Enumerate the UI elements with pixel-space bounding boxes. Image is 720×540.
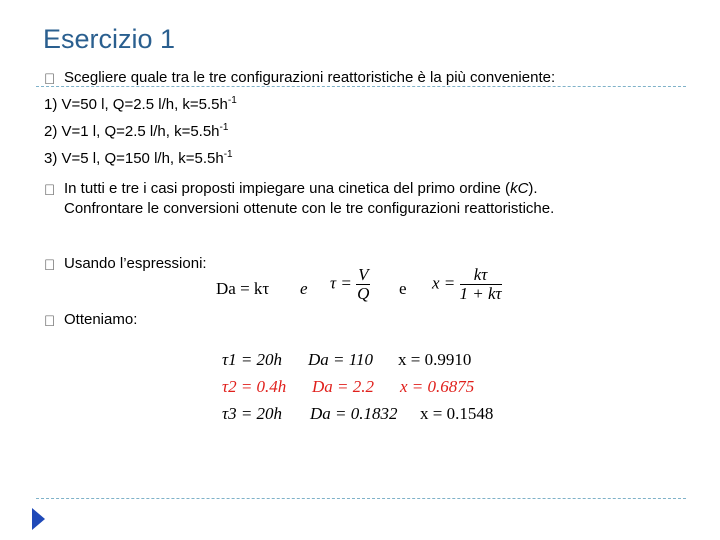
using-text: Usando l’espressioni: [64, 255, 207, 272]
kinetics-text-line1: In tutti e tre i casi proposti impiegare una cinetica del primo ordine (kC). [64, 180, 538, 197]
slide-title: Esercizio 1 [43, 24, 176, 54]
formula-da: Da = kτ [216, 279, 270, 298]
kinetics-text-line2: Confrontare le conversioni ottenute con le tre configurazioni reattoristiche. [64, 200, 555, 217]
bullet-icon [44, 181, 55, 201]
config-2: 2) V=1 l, Q=2.5 l/h, $k=5.5h^{-1}$ [44, 122, 229, 140]
formula-tau: τ = $\frac{V}{Q}$ [330, 265, 370, 303]
config-1: 1) V=50 l, Q=2.5 l/h, $k=5.5h^{-1}$ [44, 95, 237, 113]
intro-text: Scegliere quale tra le tre configurazioni reattoristiche è la più conveniente: [64, 69, 556, 86]
config-3: 3) V=5 l, Q=150 l/h, $k=5.5h^{-1}$ [44, 149, 233, 167]
bullet-icon [44, 256, 55, 276]
result-row-2: τ2 = 0.4h Da = 2.2 x = 0.6875 [222, 377, 475, 396]
formula-x: x = $\frac{k\tau}{1 + k\tau}$ [432, 265, 502, 303]
formula-sep-2: e [399, 279, 407, 298]
result-row-3: τ3 = 20h Da = 0.1832 x = 0.1548 [222, 404, 494, 423]
footer-divider [36, 498, 686, 499]
next-slide-arrow-icon[interactable] [32, 508, 45, 530]
formula-sep-1: e [300, 279, 308, 298]
obtain-text: Otteniamo: [64, 311, 138, 328]
result-row-1: τ1 = 20h Da = 110 x = 0.9910 [222, 350, 472, 369]
bullet-icon [44, 70, 55, 90]
bullet-icon [44, 312, 55, 332]
